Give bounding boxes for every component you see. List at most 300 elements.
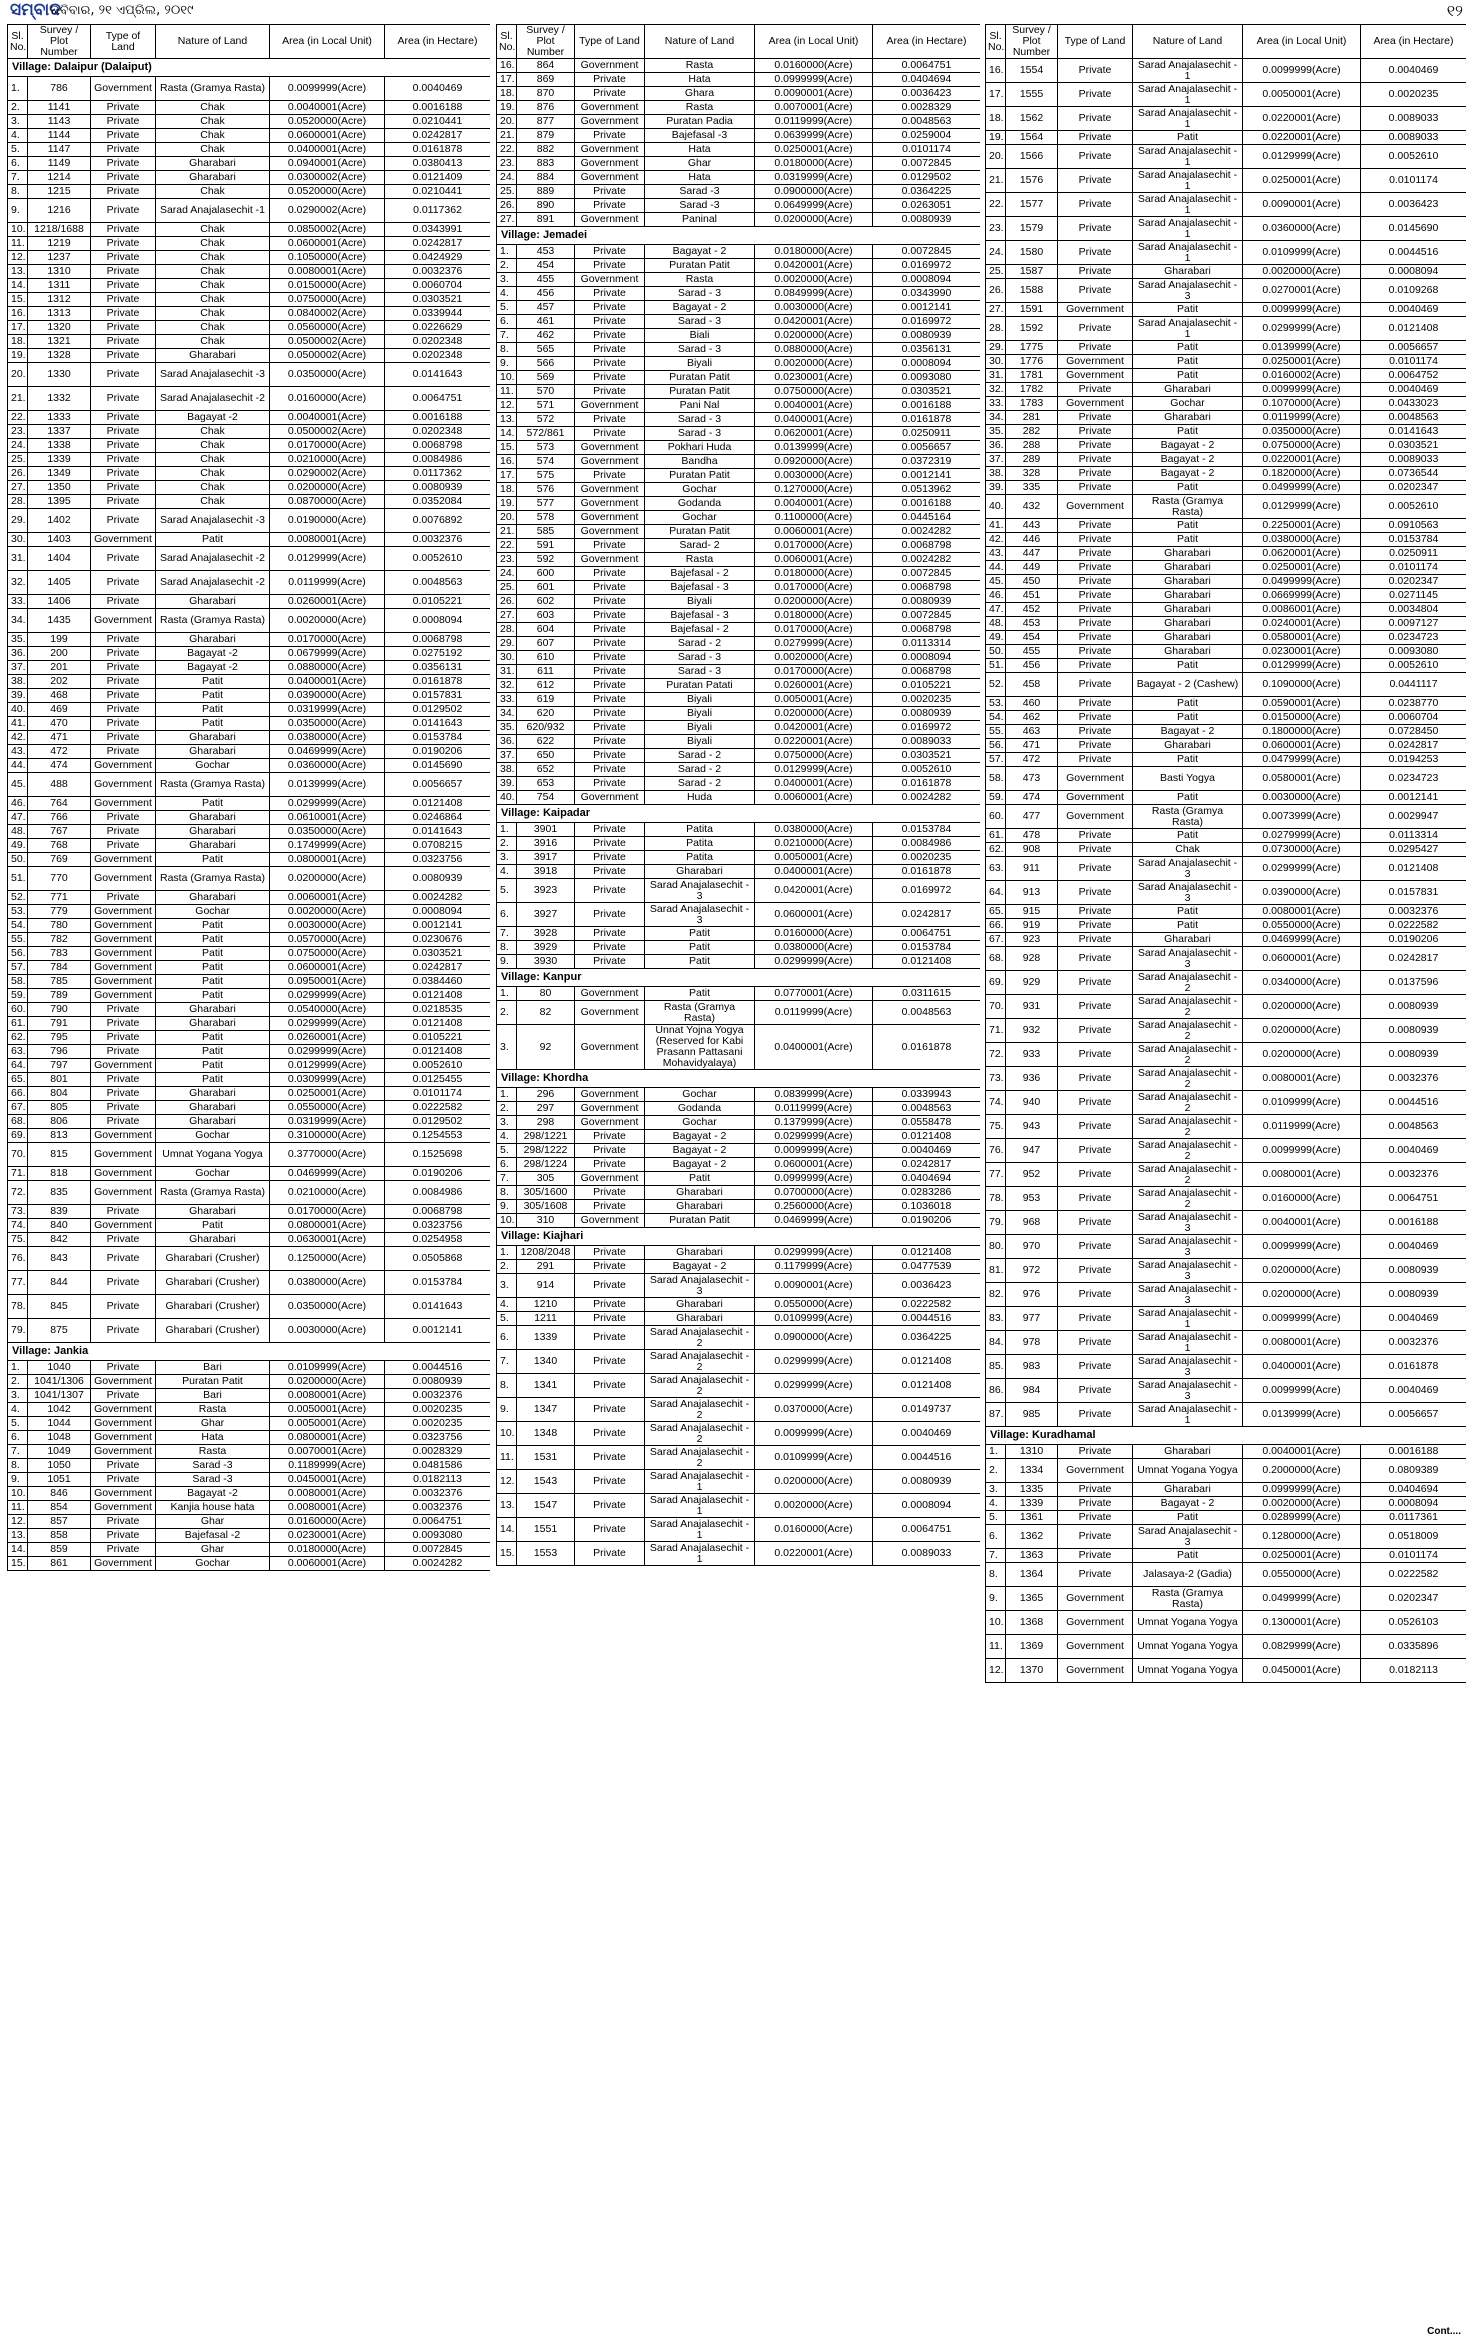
cell-sl-no: 10. [8, 223, 28, 237]
cell-area-local: 0.0870000(Acre) [270, 495, 385, 509]
cell-survey-plot: 591 [517, 539, 575, 553]
cell-area-hectare: 0.0089033 [873, 735, 981, 749]
cell-survey-plot: 455 [517, 273, 575, 287]
col-header-sl: Sl. No. [8, 25, 28, 59]
cell-type-of-land: Private [1058, 659, 1133, 673]
cell-area-hectare: 0.0064751 [385, 387, 491, 411]
cell-survey-plot: 310 [517, 1214, 575, 1228]
cell-sl-no: 8. [497, 1374, 517, 1398]
cell-survey-plot: 953 [1006, 1187, 1058, 1211]
table-row [8, 731, 491, 745]
table-row [986, 645, 1467, 659]
cell-nature-of-land: Sarad Anajalasechit - 1 [645, 1518, 755, 1542]
cell-sl-no: 4. [8, 129, 28, 143]
cell-survey-plot: 282 [1006, 425, 1058, 439]
cell-nature-of-land: Gharabari [156, 731, 270, 745]
cell-area-hectare: 0.0343990 [873, 287, 981, 301]
cell-nature-of-land: Chak [156, 129, 270, 143]
cell-area-hectare: 0.0190206 [385, 1167, 491, 1181]
cell-survey-plot: 1405 [28, 571, 91, 595]
cell-sl-no: 1. [497, 987, 517, 1001]
cell-area-hectare: 0.0149737 [873, 1398, 981, 1422]
cell-area-local: 0.0669999(Acre) [1243, 589, 1361, 603]
cell-type-of-land: Private [91, 265, 156, 279]
cell-nature-of-land: Ghara [645, 87, 755, 101]
cell-area-local: 0.0620001(Acre) [755, 427, 873, 441]
table-row [497, 329, 981, 343]
cell-area-hectare: 0.1254553 [385, 1129, 491, 1143]
cell-area-hectare: 0.0364225 [873, 185, 981, 199]
table-row [497, 581, 981, 595]
cell-type-of-land: Government [575, 273, 645, 287]
cell-area-hectare: 0.0433023 [1361, 397, 1467, 411]
cell-survey-plot: 815 [28, 1143, 91, 1167]
cell-sl-no: 17. [8, 321, 28, 335]
cell-survey-plot: 1783 [1006, 397, 1058, 411]
table-row [497, 777, 981, 791]
cell-type-of-land: Private [575, 707, 645, 721]
cell-area-hectare: 0.0064751 [1361, 1187, 1467, 1211]
cell-area-local: 0.0129999(Acre) [1243, 659, 1361, 673]
cell-type-of-land: Private [1058, 617, 1133, 631]
cell-area-hectare: 0.0161878 [1361, 1355, 1467, 1379]
cell-survey-plot: 843 [28, 1247, 91, 1271]
cell-survey-plot: 297 [517, 1102, 575, 1116]
table-row [8, 307, 491, 321]
cell-area-hectare: 0.0372319 [873, 455, 981, 469]
cell-nature-of-land: Biali [645, 329, 755, 343]
cell-type-of-land: Government [1058, 1659, 1133, 1683]
cell-nature-of-land: Pokhari Huda [645, 441, 755, 455]
cell-sl-no: 26. [497, 595, 517, 609]
cell-sl-no: 67. [8, 1101, 28, 1115]
cell-survey-plot: 305/1600 [517, 1186, 575, 1200]
cell-nature-of-land: Gharabari [645, 865, 755, 879]
cell-sl-no: 6. [986, 1525, 1006, 1549]
cell-sl-no: 7. [8, 171, 28, 185]
cell-area-local: 0.0200000(Acre) [755, 595, 873, 609]
cell-survey-plot: 882 [517, 143, 575, 157]
cell-type-of-land: Private [91, 129, 156, 143]
table-row [8, 703, 491, 717]
cell-type-of-land: Private [91, 811, 156, 825]
cell-type-of-land: Private [91, 703, 156, 717]
cell-area-local: 0.0139999(Acre) [755, 441, 873, 455]
cell-area-hectare: 0.0068798 [873, 623, 981, 637]
cell-area-local: 0.0299999(Acre) [755, 1374, 873, 1398]
cell-survey-plot: 1579 [1006, 217, 1058, 241]
cell-sl-no: 9. [497, 1398, 517, 1422]
cell-survey-plot: 784 [28, 961, 91, 975]
cell-survey-plot: 455 [1006, 645, 1058, 659]
cell-area-hectare: 0.0809389 [1361, 1459, 1467, 1483]
cell-area-local: 0.0040001(Acre) [1243, 1211, 1361, 1235]
cell-area-hectare: 0.0016188 [873, 497, 981, 511]
cell-area-hectare: 0.0222582 [873, 1298, 981, 1312]
table-row [8, 675, 491, 689]
table-row [8, 1515, 491, 1529]
cell-type-of-land: Private [575, 315, 645, 329]
cell-area-hectare: 0.0008094 [873, 357, 981, 371]
cell-sl-no: 11. [497, 385, 517, 399]
table-row [986, 1549, 1467, 1563]
table-row [8, 933, 491, 947]
cell-area-local: 0.0600001(Acre) [270, 237, 385, 251]
cell-area-hectare: 0.0020235 [1361, 83, 1467, 107]
cell-survey-plot: 1149 [28, 157, 91, 171]
table-row [8, 571, 491, 595]
cell-survey-plot: 3928 [517, 927, 575, 941]
cell-type-of-land: Private [91, 143, 156, 157]
table-row [8, 411, 491, 425]
cell-area-local: 0.0250001(Acre) [1243, 561, 1361, 575]
cell-type-of-land: Private [91, 1459, 156, 1473]
cell-nature-of-land: Patit [1133, 355, 1243, 369]
cell-survey-plot: 947 [1006, 1139, 1058, 1163]
cell-nature-of-land: Ghar [156, 1515, 270, 1529]
cell-area-hectare: 0.0032376 [1361, 1163, 1467, 1187]
cell-type-of-land: Private [91, 411, 156, 425]
cell-sl-no: 1. [497, 1246, 517, 1260]
cell-area-local: 0.0060001(Acre) [270, 891, 385, 905]
cell-area-local: 0.0250001(Acre) [1243, 169, 1361, 193]
cell-survey-plot: 1218/1688 [28, 223, 91, 237]
cell-sl-no: 75. [986, 1115, 1006, 1139]
cell-survey-plot: 603 [517, 609, 575, 623]
cell-area-hectare: 0.0161878 [873, 865, 981, 879]
table-row [986, 1459, 1467, 1483]
cell-survey-plot: 443 [1006, 519, 1058, 533]
village-name: Village: Jemadei [497, 227, 981, 245]
cell-type-of-land: Private [1058, 317, 1133, 341]
table-row [986, 495, 1467, 519]
table-row [986, 589, 1467, 603]
cell-sl-no: 28. [986, 317, 1006, 341]
cell-type-of-land: Private [1058, 1067, 1133, 1091]
cell-nature-of-land: Sarad -3 [645, 185, 755, 199]
village-name: Village: Kiajhari [497, 1228, 981, 1246]
cell-area-hectare: 0.0169972 [873, 879, 981, 903]
cell-nature-of-land: Bagayat - 2 [1133, 453, 1243, 467]
cell-area-hectare: 0.0008094 [385, 905, 491, 919]
table-row [986, 739, 1467, 753]
table-row [986, 411, 1467, 425]
table-row [497, 1518, 981, 1542]
cell-area-local: 0.0200000(Acre) [755, 707, 873, 721]
cell-survey-plot: 1050 [28, 1459, 91, 1473]
cell-area-hectare: 0.0169972 [873, 721, 981, 735]
cell-survey-plot: 805 [28, 1101, 91, 1115]
table-row [497, 357, 981, 371]
cell-area-local: 0.0400001(Acre) [270, 675, 385, 689]
cell-type-of-land: Private [575, 87, 645, 101]
cell-survey-plot: 1369 [1006, 1635, 1058, 1659]
cell-sl-no: 39. [986, 481, 1006, 495]
cell-type-of-land: Private [1058, 697, 1133, 711]
cell-survey-plot: 199 [28, 633, 91, 647]
newspaper-logo: ସମ୍ବାଦ [10, 0, 61, 20]
cell-nature-of-land: Sarad Anajalasechit -3 [156, 363, 270, 387]
cell-area-hectare: 0.0169972 [873, 315, 981, 329]
cell-type-of-land: Private [91, 1319, 156, 1343]
cell-nature-of-land: Sarad Anajalasechit - 3 [1133, 279, 1243, 303]
cell-nature-of-land: Patit [156, 1219, 270, 1233]
cell-nature-of-land: Rasta (Gramya Rasta) [156, 773, 270, 797]
cell-area-hectare: 0.0032376 [1361, 1067, 1467, 1091]
cell-area-local: 0.0080001(Acre) [270, 1487, 385, 1501]
cell-type-of-land: Private [575, 1130, 645, 1144]
table-row [8, 1247, 491, 1271]
cell-sl-no: 9. [8, 199, 28, 223]
cell-area-hectare: 0.0044516 [1361, 1091, 1467, 1115]
table-row [8, 853, 491, 867]
table-row [8, 825, 491, 839]
cell-sl-no: 54. [986, 711, 1006, 725]
col-header-survey: Survey / Plot Number [28, 25, 91, 59]
cell-type-of-land: Private [575, 357, 645, 371]
cell-survey-plot: 859 [28, 1543, 91, 1557]
cell-sl-no: 1. [497, 1088, 517, 1102]
cell-nature-of-land: Patit [1133, 131, 1243, 145]
table-row [497, 273, 981, 287]
cell-type-of-land: Private [575, 1326, 645, 1350]
cell-sl-no: 37. [497, 749, 517, 763]
table-row [497, 525, 981, 539]
cell-survey-plot: 572 [517, 413, 575, 427]
cell-sl-no: 3. [986, 1483, 1006, 1497]
cell-nature-of-land: Sarad - 3 [645, 287, 755, 301]
cell-sl-no: 9. [986, 1587, 1006, 1611]
cell-sl-no: 64. [8, 1059, 28, 1073]
cell-sl-no: 3. [497, 273, 517, 287]
table-row [986, 829, 1467, 843]
cell-type-of-land: Private [575, 129, 645, 143]
cell-nature-of-land: Chak [156, 101, 270, 115]
cell-area-hectare: 0.0121408 [385, 797, 491, 811]
cell-survey-plot: 883 [517, 157, 575, 171]
cell-area-local: 0.0220001(Acre) [1243, 107, 1361, 131]
table-row [497, 1088, 981, 1102]
cell-area-hectare: 0.0145690 [385, 759, 491, 773]
cell-sl-no: 77. [986, 1163, 1006, 1187]
table-row [986, 1511, 1467, 1525]
table-row [497, 609, 981, 623]
cell-sl-no: 38. [986, 467, 1006, 481]
cell-nature-of-land: Sarad Anajalasechit - 3 [1133, 947, 1243, 971]
cell-survey-plot: 767 [28, 825, 91, 839]
cell-area-hectare: 0.0052610 [873, 763, 981, 777]
table-row [497, 1001, 981, 1025]
cell-type-of-land: Private [1058, 467, 1133, 481]
cell-type-of-land: Government [91, 1375, 156, 1389]
cell-nature-of-land: Gochar [156, 759, 270, 773]
cell-area-local: 0.0129999(Acre) [1243, 495, 1361, 519]
cell-survey-plot: 1368 [1006, 1611, 1058, 1635]
cell-type-of-land: Private [575, 1470, 645, 1494]
table-row [986, 805, 1467, 829]
cell-sl-no: 22. [497, 143, 517, 157]
cell-survey-plot: 585 [517, 525, 575, 539]
cell-survey-plot: 1776 [1006, 355, 1058, 369]
cell-nature-of-land: Sarad Anajalasechit - 1 [1133, 59, 1243, 83]
cell-type-of-land: Private [1058, 725, 1133, 739]
cell-survey-plot: 915 [1006, 905, 1058, 919]
cell-type-of-land: Private [1058, 933, 1133, 947]
table-row [986, 1445, 1467, 1459]
cell-nature-of-land: Sarad Anajalasechit - 2 [1133, 1019, 1243, 1043]
cell-type-of-land: Private [575, 721, 645, 735]
cell-sl-no: 8. [497, 1186, 517, 1200]
cell-area-hectare: 0.0048563 [873, 115, 981, 129]
cell-area-local: 0.0299999(Acre) [755, 955, 873, 969]
table-row [986, 843, 1467, 857]
cell-area-hectare: 0.0097127 [1361, 617, 1467, 631]
cell-area-local: 0.0109999(Acre) [1243, 241, 1361, 265]
table-row [986, 1379, 1467, 1403]
cell-area-local: 0.0160000(Acre) [755, 1518, 873, 1542]
cell-sl-no: 13. [497, 413, 517, 427]
cell-type-of-land: Private [91, 1205, 156, 1219]
table-row [8, 171, 491, 185]
cell-nature-of-land: Sarad Anajalasechit - 1 [1133, 241, 1243, 265]
cell-sl-no: 23. [497, 157, 517, 171]
cell-type-of-land: Private [575, 665, 645, 679]
cell-area-hectare: 0.0445164 [873, 511, 981, 525]
village-heading-row [8, 1343, 491, 1361]
cell-survey-plot: 818 [28, 1167, 91, 1181]
cell-area-hectare: 0.0222582 [1361, 1563, 1467, 1587]
cell-nature-of-land: Unnat Yojna Yogya (Reserved for Kabi Prasann Pattasani Mohavidyalaya) [645, 1025, 755, 1070]
table-row [497, 1102, 981, 1116]
cell-type-of-land: Private [575, 637, 645, 651]
cell-survey-plot: 1321 [28, 335, 91, 349]
village-name: Village: Dalaipur (Dalaiput) [8, 59, 491, 77]
table-row [497, 1186, 981, 1200]
table-row [8, 1487, 491, 1501]
cell-survey-plot: 1339 [1006, 1497, 1058, 1511]
cell-type-of-land: Government [91, 919, 156, 933]
cell-nature-of-land: Sarad Anajalasechit - 3 [1133, 1525, 1243, 1549]
table-row [497, 157, 981, 171]
cell-survey-plot: 298/1224 [517, 1158, 575, 1172]
cell-nature-of-land: Umnat Yogana Yogya [156, 1143, 270, 1167]
cell-type-of-land: Private [1058, 1115, 1133, 1139]
cell-sl-no: 13. [497, 1494, 517, 1518]
cell-area-hectare: 0.0048563 [873, 1001, 981, 1025]
cell-area-hectare: 0.0356131 [385, 661, 491, 675]
cell-survey-plot: 469 [28, 703, 91, 717]
cell-type-of-land: Government [91, 1487, 156, 1501]
cell-area-local: 0.0040001(Acre) [1243, 1445, 1361, 1459]
cell-survey-plot: 844 [28, 1271, 91, 1295]
cell-sl-no: 71. [986, 1019, 1006, 1043]
table-row [986, 881, 1467, 905]
cell-area-local: 0.0580001(Acre) [1243, 767, 1361, 791]
cell-nature-of-land: Sarad Anajalasechit - 3 [645, 1274, 755, 1298]
cell-nature-of-land: Biyali [645, 721, 755, 735]
cell-area-hectare: 0.0056657 [385, 773, 491, 797]
cell-area-local: 0.0360000(Acre) [270, 759, 385, 773]
cell-nature-of-land: Bagayat -2 [156, 661, 270, 675]
cell-sl-no: 22. [8, 411, 28, 425]
cell-nature-of-land: Sarad Anajalasechit - 3 [645, 879, 755, 903]
cell-area-local: 0.0170000(Acre) [270, 633, 385, 647]
cell-type-of-land: Private [1058, 1445, 1133, 1459]
cell-sl-no: 6. [8, 1431, 28, 1445]
table-row [986, 355, 1467, 369]
table-row [8, 989, 491, 1003]
cell-area-local: 0.0600001(Acre) [270, 129, 385, 143]
cell-area-hectare: 0.0008094 [1361, 1497, 1467, 1511]
cell-sl-no: 12. [497, 399, 517, 413]
cell-nature-of-land: Gharabari (Crusher) [156, 1271, 270, 1295]
cell-survey-plot: 770 [28, 867, 91, 891]
table-row [986, 1587, 1467, 1611]
cell-area-local: 0.0479999(Acre) [1243, 753, 1361, 767]
cell-nature-of-land: Chak [156, 251, 270, 265]
village-name: Village: Kanpur [497, 969, 981, 987]
land-table [985, 24, 1466, 1683]
cell-area-local: 0.0500002(Acre) [270, 425, 385, 439]
cell-area-local: 0.0400001(Acre) [1243, 1355, 1361, 1379]
cell-area-hectare: 0.0424929 [385, 251, 491, 265]
table-row [497, 955, 981, 969]
cell-area-local: 0.0420001(Acre) [755, 315, 873, 329]
cell-area-local: 0.0160000(Acre) [1243, 1187, 1361, 1211]
cell-type-of-land: Private [1058, 1525, 1133, 1549]
cell-sl-no: 59. [8, 989, 28, 1003]
cell-area-hectare: 0.0105221 [385, 1031, 491, 1045]
cell-area-local: 0.0700000(Acre) [755, 1186, 873, 1200]
cell-sl-no: 68. [986, 947, 1006, 971]
cell-nature-of-land: Puratan Patit [645, 371, 755, 385]
cell-nature-of-land: Sarad Anajalasechit - 3 [1133, 881, 1243, 905]
cell-survey-plot: 1208/2048 [517, 1246, 575, 1260]
cell-type-of-land: Government [1058, 1635, 1133, 1659]
cell-area-hectare: 0.0101174 [385, 1087, 491, 1101]
cell-survey-plot: 919 [1006, 919, 1058, 933]
cell-type-of-land: Private [575, 851, 645, 865]
cell-survey-plot: 296 [517, 1088, 575, 1102]
cell-type-of-land: Private [91, 1543, 156, 1557]
cell-sl-no: 63. [986, 857, 1006, 881]
cell-survey-plot: 936 [1006, 1067, 1058, 1091]
cell-area-hectare: 0.0263051 [873, 199, 981, 213]
cell-nature-of-land: Sarad Anajalasechit -1 [156, 199, 270, 223]
cell-survey-plot: 771 [28, 891, 91, 905]
cell-sl-no: 9. [8, 1473, 28, 1487]
table-row [8, 773, 491, 797]
cell-nature-of-land: Patit [645, 1172, 755, 1186]
cell-nature-of-land: Sarad Anajalasechit - 1 [1133, 193, 1243, 217]
cell-area-hectare: 0.0028329 [873, 101, 981, 115]
cell-area-hectare: 0.0040469 [1361, 1139, 1467, 1163]
cell-area-hectare: 0.0153784 [1361, 533, 1467, 547]
cell-type-of-land: Government [575, 101, 645, 115]
cell-survey-plot: 858 [28, 1529, 91, 1543]
cell-area-hectare: 0.0016188 [385, 411, 491, 425]
cell-sl-no: 25. [986, 265, 1006, 279]
cell-survey-plot: 972 [1006, 1259, 1058, 1283]
cell-nature-of-land: Rasta [645, 553, 755, 567]
cell-area-local: 0.0040001(Acre) [270, 411, 385, 425]
cell-sl-no: 74. [8, 1219, 28, 1233]
cell-sl-no: 17. [497, 469, 517, 483]
cell-type-of-land: Private [1058, 1283, 1133, 1307]
cell-type-of-land: Private [1058, 603, 1133, 617]
cell-nature-of-land: Sarad Anajalasechit - 2 [1133, 1163, 1243, 1187]
cell-area-hectare: 0.0708215 [385, 839, 491, 853]
